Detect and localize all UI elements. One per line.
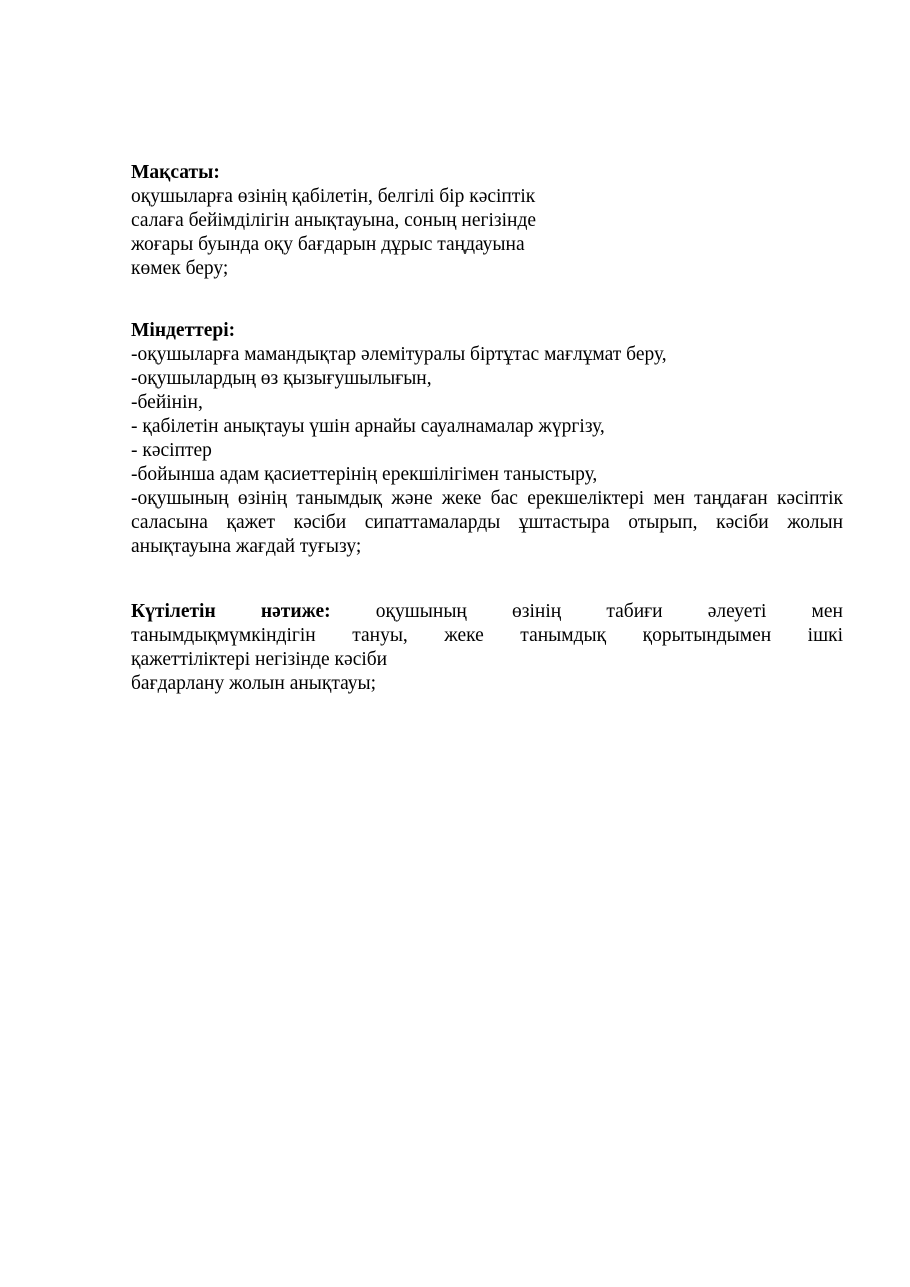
result-text: оқушының өзінің табиғи әлеуеті мен: [375, 601, 843, 622]
task-item: -бейінін,: [131, 392, 203, 413]
goal-line: салаға бейімділігін анықтауына, соның негізінде: [131, 210, 537, 231]
tasks-section: [131, 319, 843, 559]
task-paragraph: -оқушының өзінің танымдық және жеке бас ерекшеліктері мен таңдаған кәсіптік саласына қажет кәсіби сипаттамаларды ұштастыра отырып, кәсіби жолын анықтауына жағдай туғызу;: [131, 488, 843, 557]
task-item: - қабілетін анықтауы үшін арнайы сауалнамалар жүргізу,: [131, 416, 605, 437]
task-item: -бойынша адам қасиеттерінің ерекшілігімен таныстыру,: [131, 464, 598, 485]
task-item: -оқушылардың өз қызығушылығын,: [131, 368, 432, 389]
task-item: - кәсіптер: [131, 440, 212, 461]
result-line: танымдықмүмкіндігін тануы, жеке танымдық қорытындымен ішкі: [131, 625, 843, 646]
goal-line: оқушыларға өзінің қабілетін, белгілі бір кәсіптік: [131, 186, 536, 207]
goal-heading: Мақсаты:: [131, 162, 220, 183]
result-heading: Күтілетін нәтиже:: [131, 601, 331, 622]
result-line: бағдарлану жолын анықтауы;: [131, 673, 377, 694]
goal-line: көмек беру;: [131, 258, 229, 279]
result-first-line: [131, 600, 843, 624]
tasks-heading: Міндеттері:: [131, 320, 236, 341]
task-item: -оқушыларға мамандықтар әлемітуралы біртұтас мағлұмат беру,: [131, 344, 667, 365]
goal-line: жоғары буында оқу бағдарын дұрыс таңдауына: [131, 234, 525, 255]
result-line: қажеттіліктері негізінде кәсіби: [131, 649, 388, 670]
result-section: [131, 600, 843, 696]
goal-section: [131, 161, 601, 281]
